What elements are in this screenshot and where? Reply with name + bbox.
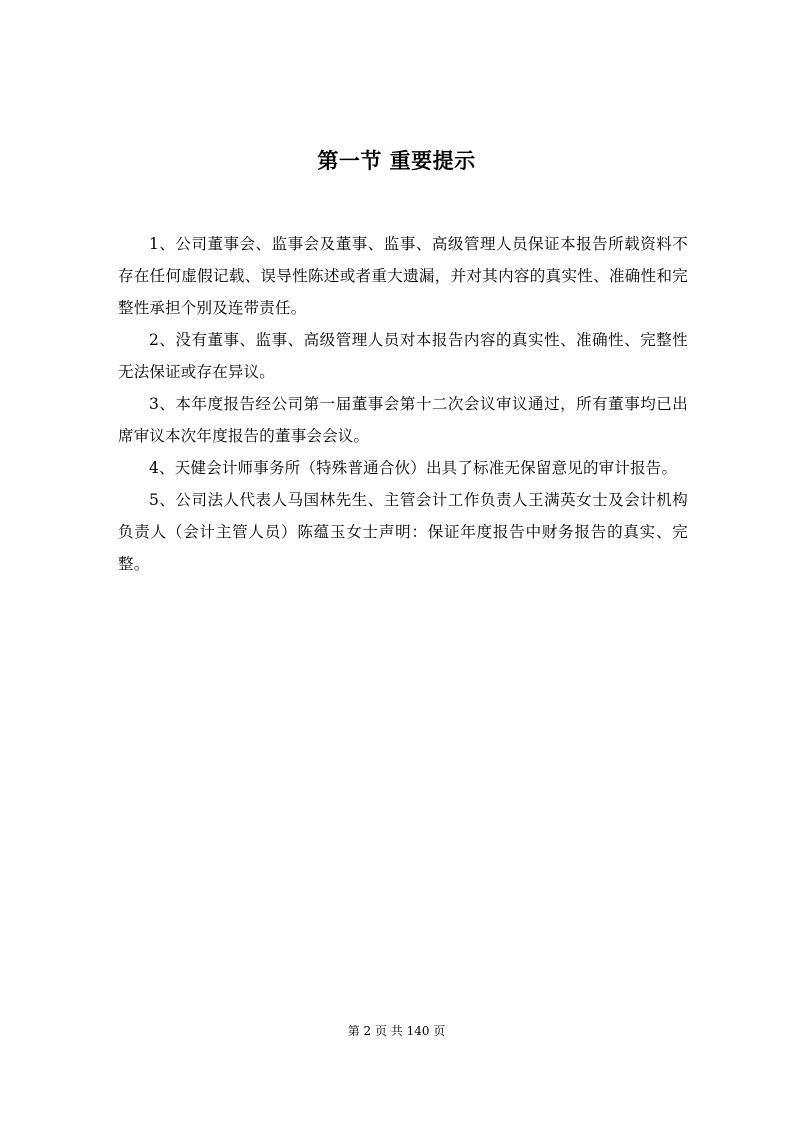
paragraph-2: 2、没有董事、监事、高级管理人员对本报告内容的真实性、准确性、完整性无法保证或存在异议。 <box>118 331 688 381</box>
paragraph-3: 3、本年度报告经公司第一届董事会第十二次会议审议通过，所有董事均已出席审议本次年度报告的董事会会议。 <box>118 395 688 445</box>
page-number-footer: 第 2 页 共 140 页 <box>347 1024 446 1038</box>
paragraph-1: 1、公司董事会、监事会及董事、监事、高级管理人员保证本报告所载资料不存在任何虚假记载、误导性陈述或者重大遗漏，并对其内容的真实性、准确性和完整性承担个别及连带责任。 <box>118 235 688 317</box>
document-body <box>118 228 688 580</box>
paragraph-4: 4、天健会计师事务所（特殊普通合伙）出具了标准无保留意见的审计报告。 <box>149 459 678 477</box>
page-title: 第一节 重要提示 <box>317 149 476 173</box>
paragraph-5: 5、公司法人代表人马国林先生、主管会计工作负责人王满英女士及会计机构负责人（会计主管人员）陈蕴玉女士声明：保证年度报告中财务报告的真实、完整。 <box>118 491 688 573</box>
